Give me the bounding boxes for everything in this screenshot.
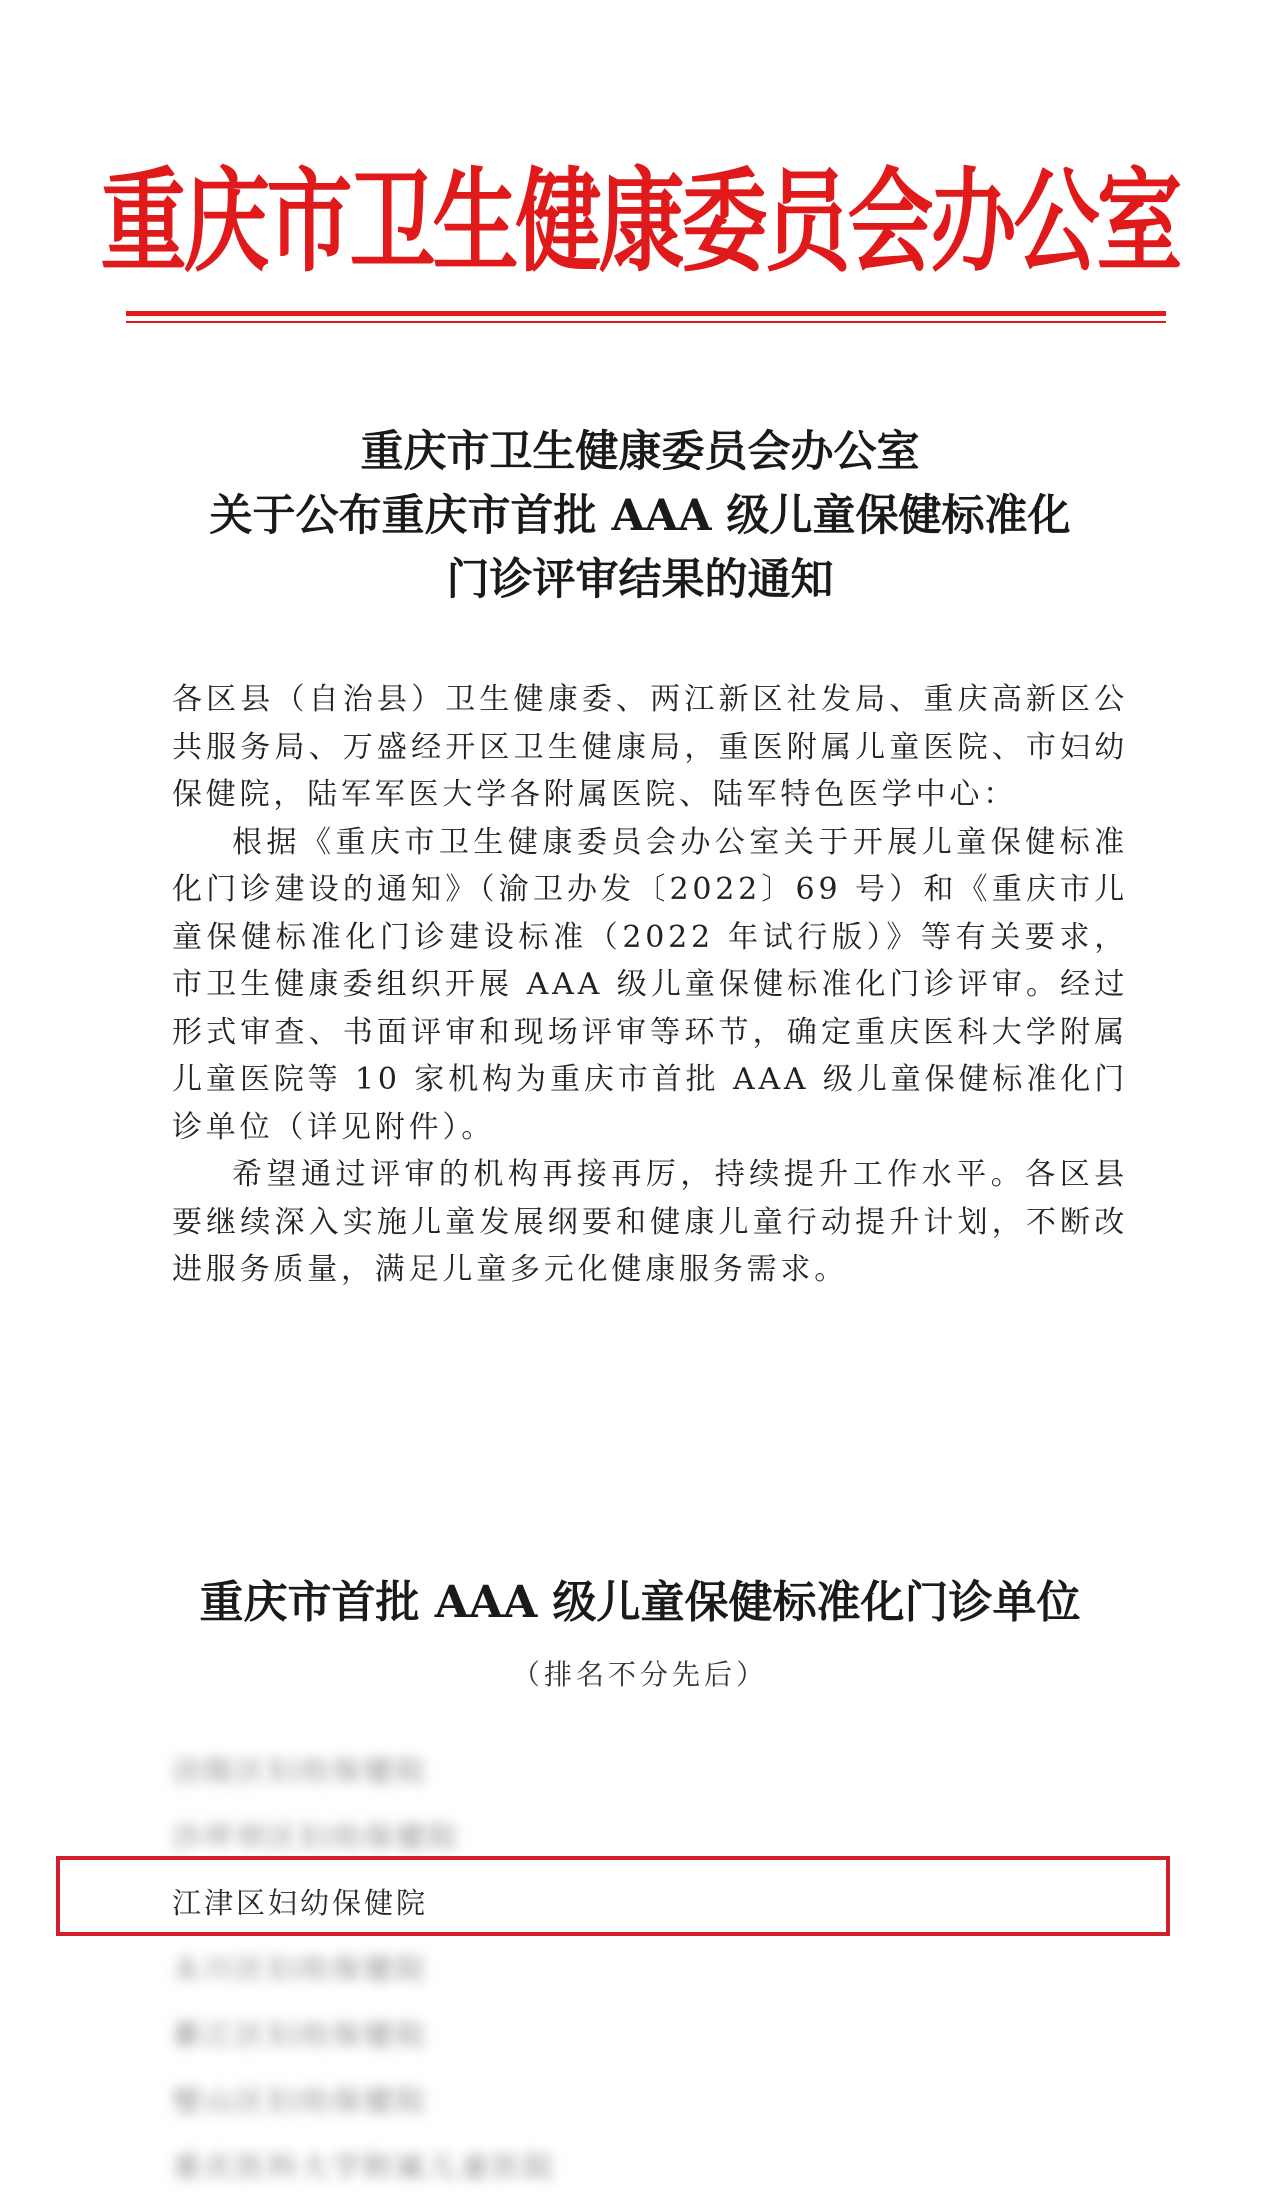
notice-title-line-2: 关于公布重庆市首批 AAA 级儿童保健标准化 — [209, 491, 1071, 541]
notice-addressees: 各区县（自治县）卫生健康委、两江新区社发局、重庆高新区公共服务局、万盛经开区卫生健康局，重医附属儿童医院、市妇幼保健院，陆军军医大学各附属医院、陆军特色医学中心： — [172, 682, 1128, 812]
notice-paragraph-1: 根据《重庆市卫生健康委员会办公室关于开展儿童保健标准化门诊建设的通知》（渝卫办发〔2022〕69 号）和《重庆市儿童保健标准化门诊建设标准（2022 年试行版）》等有关要求，市卫生健康委组织开展 AAA 级儿童保健标准化门诊评审。经过形式审查、书面评审和现场评审等环节，确定重庆医科大学附属儿童医院等 10 家机构为重庆市首批 AAA 级儿童保健标准化门诊单位（详见附件）。 — [172, 824, 1128, 1145]
letterhead-divider — [126, 311, 1166, 316]
unit-list-item — [172, 2068, 1072, 2134]
letterhead-divider-thin — [126, 321, 1166, 323]
unit-name: 璧山区妇幼保健院 — [172, 2084, 429, 2118]
unit-name: 重庆医科大学附属儿童医院 — [172, 2150, 557, 2184]
unit-name: 永川区妇幼保健院 — [172, 1952, 429, 1986]
notice-title-line-1: 重庆市卫生健康委员会办公室 — [360, 427, 920, 477]
unit-list — [172, 1738, 1072, 2200]
unit-name: 沙坪坝区妇幼保健院 — [172, 1820, 461, 1854]
highlight-box — [56, 1856, 1170, 1936]
attachment-title: 重庆市首批 AAA 级儿童保健标准化门诊单位 — [199, 1577, 1081, 1628]
notice-paragraph-2: 希望通过评审的机构再接再厉，持续提升工作水平。各区县要继续深入实施儿童发展纲要和健康儿童行动提升计划，不断改进服务质量，满足儿童多元化健康服务需求。 — [172, 1157, 1128, 1287]
attachment-subtitle: （排名不分先后） — [511, 1658, 768, 1691]
unit-name: 綦江区妇幼保健院 — [172, 2018, 429, 2052]
unit-list-item — [172, 2002, 1072, 2068]
unit-list-item — [172, 1738, 1072, 1804]
notice-title — [0, 420, 1280, 612]
unit-name: 江津区妇幼保健院 — [172, 1886, 429, 1920]
unit-list-item — [172, 2134, 1072, 2200]
notice-body — [172, 676, 1128, 1294]
unit-name: 涪陵区妇幼保健院 — [172, 1754, 429, 1788]
unit-list-item — [172, 1936, 1072, 2002]
notice-title-line-3: 门诊评审结果的通知 — [446, 555, 834, 605]
letterhead-title: 重庆市卫生健康委员会办公室 — [100, 156, 1180, 288]
